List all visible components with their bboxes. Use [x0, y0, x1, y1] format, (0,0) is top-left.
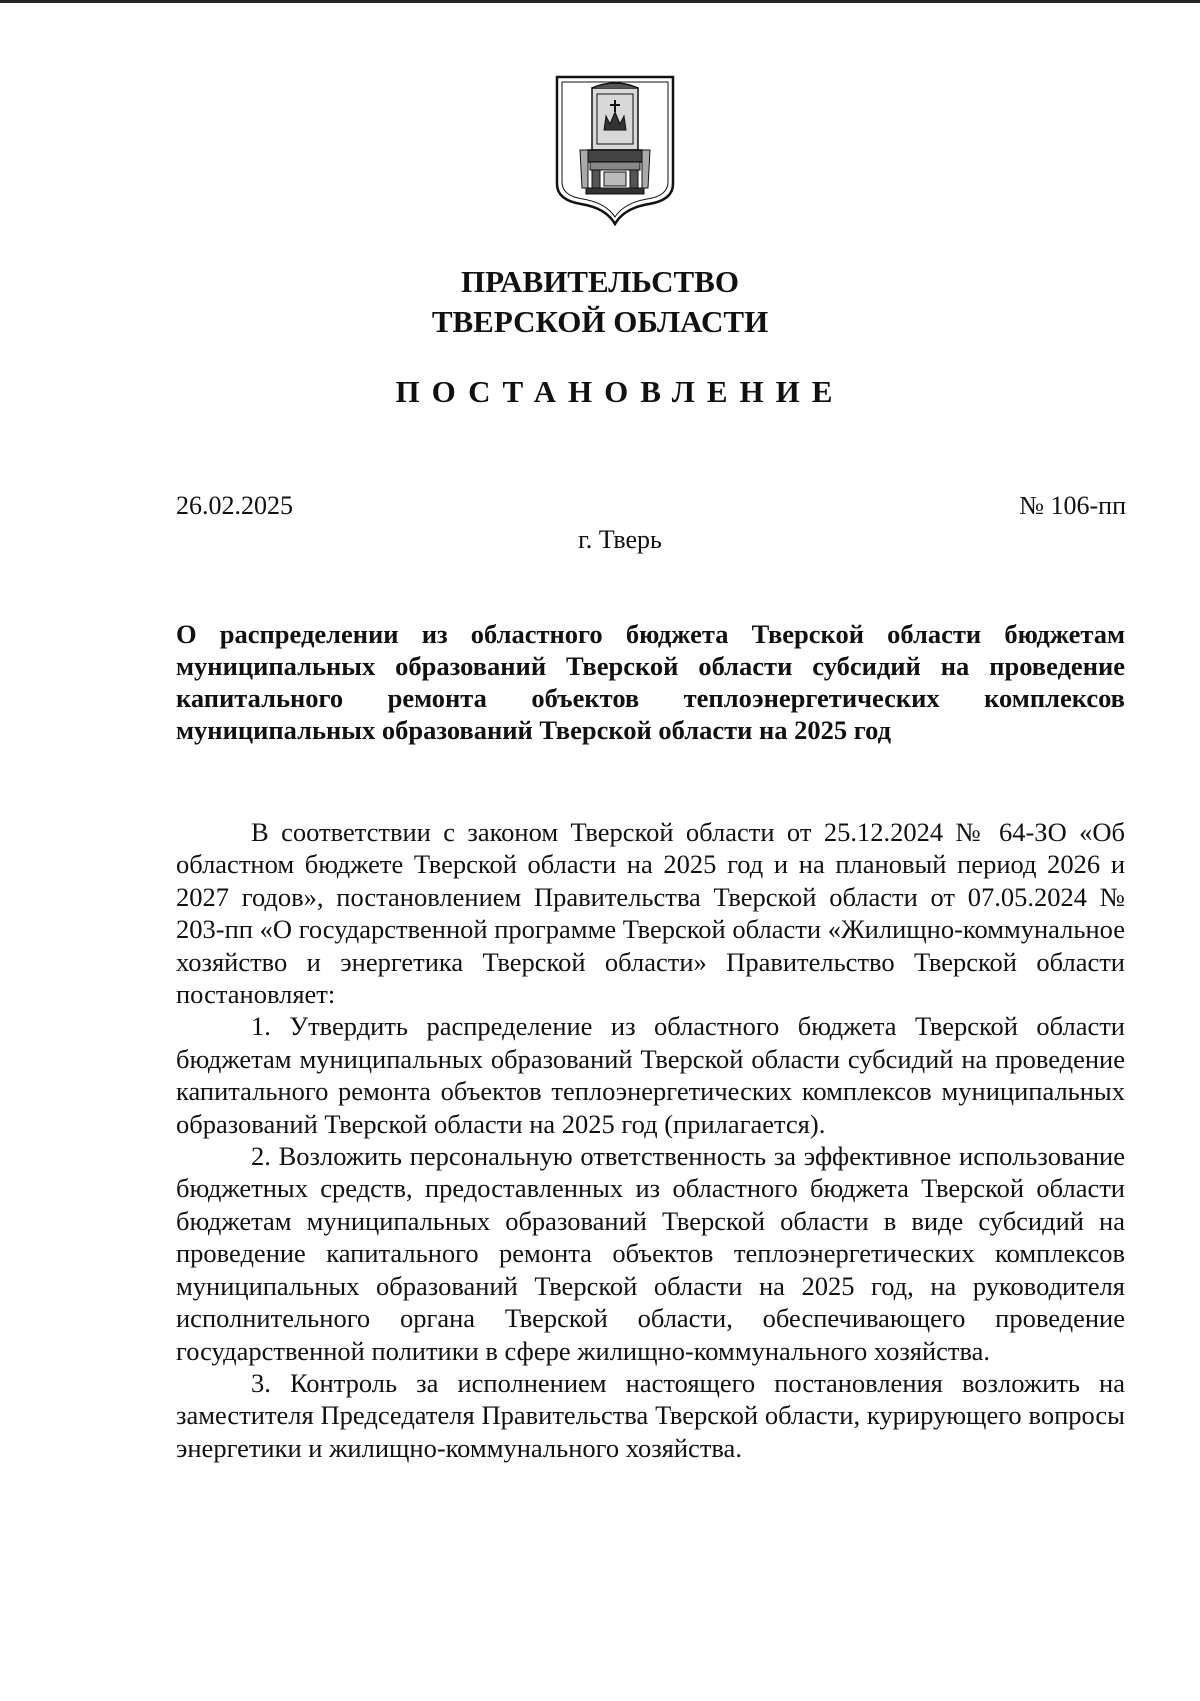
clause-3-paragraph: 3. Контроль за исполнением настоящего постановления возложить на заместителя Председателя Правительства Тверской области, курирующего вопросы энергетики и жилищно-коммунального хозяйства.: [176, 1367, 1125, 1463]
document-body: [176, 816, 1125, 1464]
preamble-paragraph: В соответствии с законом Тверской области от 25.12.2024 № 64-ЗО «Об областном бюджете Тверской области на 2025 год и на плановый период 2026 и 2027 годов», постановлением Правительства Тверской области от 07.05.2024 № 203-пп «О государственной программе Тверской области «Жилищно-коммунальное хозяйство и энергетика Тверской области» Правительство Тверской области постановляет:: [176, 817, 1125, 1010]
clause-2-paragraph: 2. Возложить персональную ответственность за эффективное использование бюджетных средств, предоставленных из областного бюджета Тверской области бюджетам муниципальных образований Тверской области в виде субсидий на проведение капитального ремонта объектов теплоэнергетических комплексов муниципальных образований Тверской области на 2025 год, на руководителя исполнительного органа Тверской области, обеспечивающего проведение государственной политики в сфере жилищно-коммунального хозяйства.: [176, 1141, 1125, 1366]
document-city: г. Тверь: [578, 525, 662, 554]
document-number: № 106-пп: [1019, 491, 1126, 520]
scan-top-edge: [0, 0, 1200, 3]
document-title: О распределении из областного бюджета Тверской области бюджетам муниципальных образований Тверской области субсидий на проведение капитального ремонта объектов теплоэнергетических комплексов муниципальных образований Тверской области на 2025 год: [176, 619, 1125, 745]
document-date: 26.02.2025: [176, 491, 293, 520]
government-name-line1: ПРАВИТЕЛЬСТВО: [461, 264, 739, 299]
government-name-line2: ТВЕРСКОЙ ОБЛАСТИ: [431, 304, 769, 339]
document-type-heading: ПОСТАНОВЛЕНИЕ: [395, 374, 845, 409]
coat-of-arms-icon: [554, 74, 676, 226]
clause-1-paragraph: 1. Утвердить распределение из областного бюджета Тверской области бюджетам муниципальных образований Тверской области субсидий на проведение капитального ремонта объектов теплоэнергетических комплексов муниципальных образований Тверской области на 2025 год (прилагается).: [176, 1011, 1125, 1139]
